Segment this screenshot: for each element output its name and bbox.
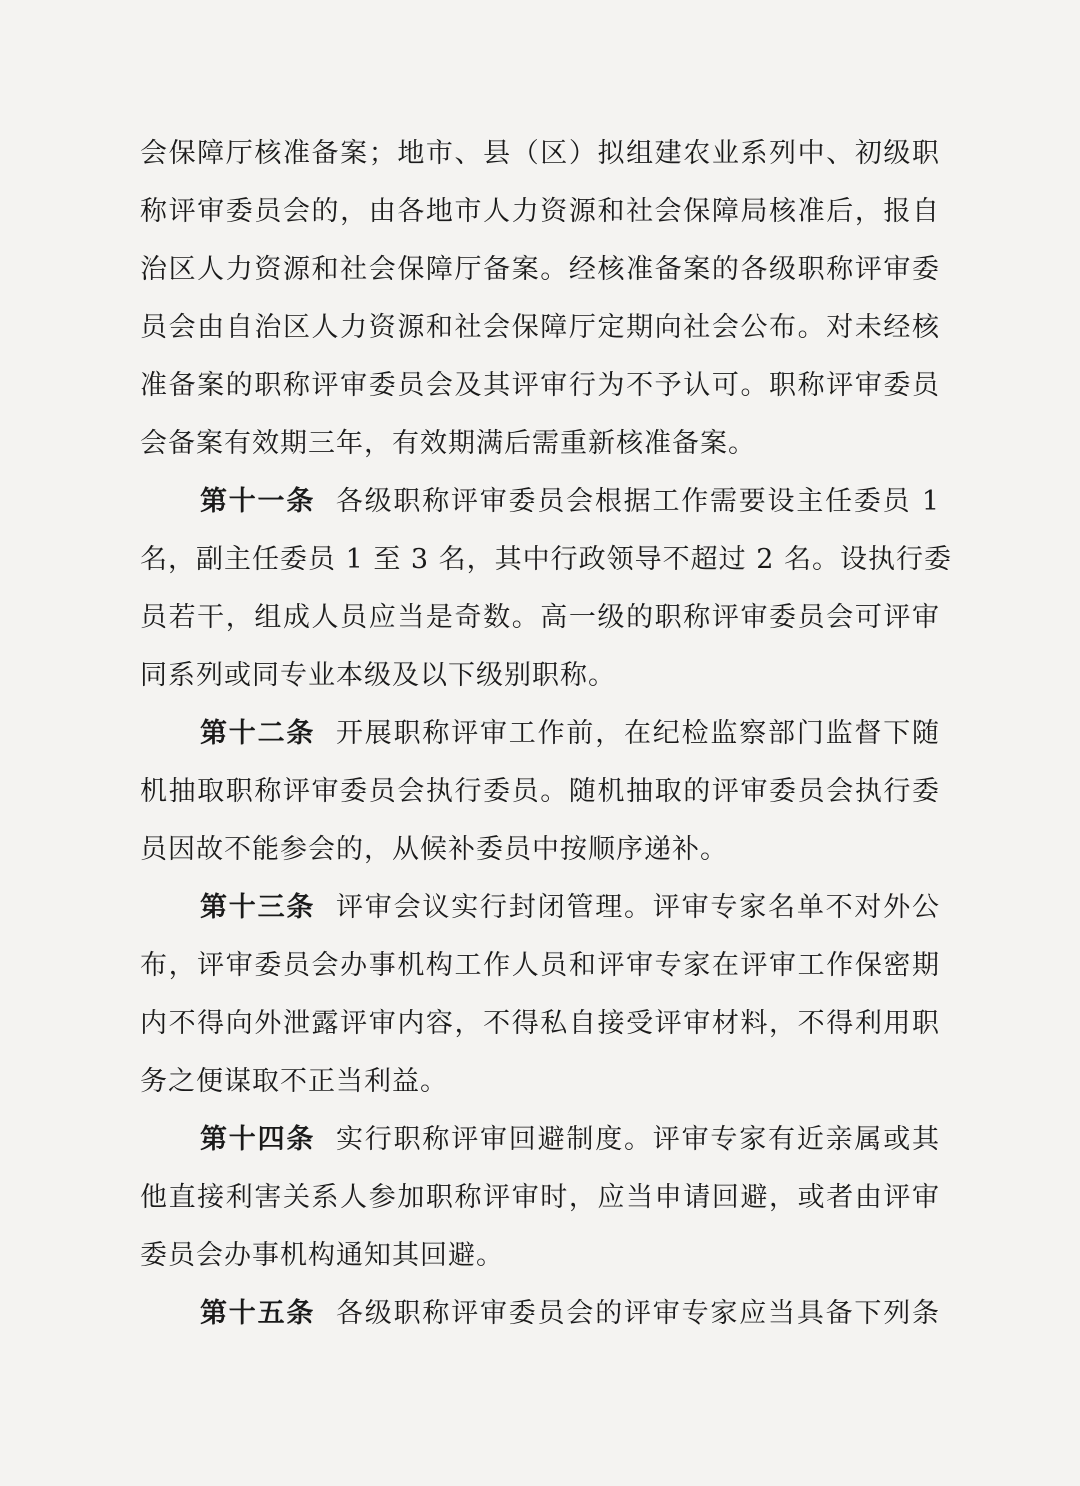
article-14-line: 第十四条 实行职称评审回避制度。评审专家有近亲属或其 — [200, 1124, 941, 1155]
body-line: 员因故不能参会的，从候补委员中按顺序递补。 — [140, 834, 728, 865]
body-line: 内不得向外泄露评审内容，不得私自接受评审材料，不得利用职 — [140, 1008, 940, 1039]
body-line: 会备案有效期三年，有效期满后需重新核准备案。 — [140, 428, 756, 459]
body-line: 会保障厅核准备案；地市、县（区）拟组建农业系列中、初级职 — [140, 138, 940, 169]
body-line: 务之便谋取不正当利益。 — [140, 1066, 448, 1097]
article-11-line: 第十一条 各级职称评审委员会根据工作需要设主任委员 1 — [200, 486, 941, 517]
body-line: 员若干，组成人员应当是奇数。高一级的职称评审委员会可评审 — [140, 602, 940, 633]
body-line: 机抽取职称评审委员会执行委员。随机抽取的评审委员会执行委 — [140, 776, 940, 807]
article-heading: 第十五条 — [200, 1298, 316, 1329]
article-heading: 第十三条 — [200, 892, 316, 923]
article-heading: 第十一条 — [200, 486, 316, 517]
article-12-line: 第十二条 开展职称评审工作前，在纪检监察部门监督下随 — [200, 718, 941, 749]
body-line: 称评审委员会的，由各地市人力资源和社会保障局核准后，报自 — [140, 196, 940, 227]
body-line: 同系列或同专业本级及以下级别职称。 — [140, 660, 616, 691]
article-heading: 第十二条 — [200, 718, 316, 749]
body-line: 委员会办事机构通知其回避。 — [140, 1240, 504, 1271]
article-13-line: 第十三条 评审会议实行封闭管理。评审专家名单不对外公 — [200, 892, 941, 923]
body-line: 治区人力资源和社会保障厅备案。经核准备案的各级职称评审委 — [140, 254, 940, 285]
body-line: 准备案的职称评审委员会及其评审行为不予认可。职称评审委员 — [140, 370, 940, 401]
body-line: 名，副主任委员 1 至 3 名，其中行政领导不超过 2 名。设执行委 — [140, 544, 953, 575]
article-15-line: 第十五条 各级职称评审委员会的评审专家应当具备下列条 — [200, 1298, 941, 1329]
body-line: 员会由自治区人力资源和社会保障厅定期向社会公布。对未经核 — [140, 312, 940, 343]
body-line: 他直接利害关系人参加职称评审时，应当申请回避，或者由评审 — [140, 1182, 940, 1213]
body-line: 布，评审委员会办事机构工作人员和评审专家在评审工作保密期 — [140, 950, 940, 981]
article-heading: 第十四条 — [200, 1124, 316, 1155]
